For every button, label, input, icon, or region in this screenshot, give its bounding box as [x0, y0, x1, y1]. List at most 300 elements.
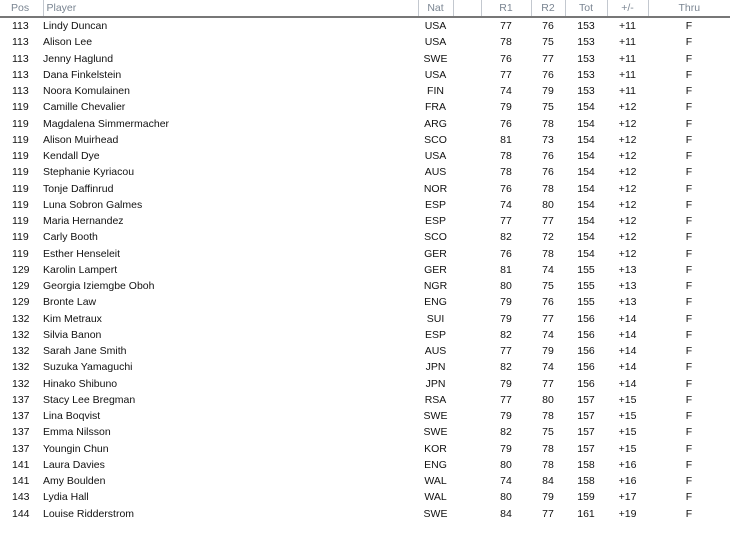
total-score: 157 [577, 410, 595, 423]
player-nationality: SCO [424, 133, 447, 146]
round-2-score: 78 [542, 182, 554, 195]
table-row[interactable] [0, 99, 730, 115]
table-row[interactable] [0, 376, 730, 392]
total-score: 153 [577, 20, 595, 33]
score-to-par: +11 [618, 20, 637, 33]
score-to-par: +12 [618, 133, 637, 146]
round-1-score: 80 [500, 491, 512, 504]
player-position: 113 [12, 20, 29, 33]
round-2-score: 76 [542, 20, 554, 33]
total-score: 159 [577, 491, 595, 504]
table-row[interactable] [0, 67, 730, 83]
table-row[interactable] [0, 83, 730, 99]
header-nat[interactable]: Nat [418, 0, 453, 17]
total-score: 154 [577, 198, 595, 211]
holes-thru: F [685, 410, 693, 423]
table-row[interactable] [0, 327, 730, 343]
round-2-score: 76 [542, 150, 554, 163]
player-name: Maria Hernandez [43, 215, 124, 228]
table-row[interactable] [0, 17, 730, 34]
total-score: 156 [577, 328, 595, 341]
player-nationality: GER [424, 247, 447, 260]
header-row [0, 0, 730, 17]
holes-thru: F [685, 280, 693, 293]
round-1-score: 74 [500, 85, 512, 98]
player-nationality: SWE [423, 410, 448, 423]
player-name: Tonje Daffinrud [43, 182, 114, 195]
total-score: 154 [577, 133, 595, 146]
blank-cell [453, 83, 481, 99]
table-row[interactable] [0, 148, 730, 164]
table-row[interactable] [0, 489, 730, 505]
player-nationality: SCO [424, 231, 447, 244]
player-name: Louise Ridderstrom [43, 507, 135, 520]
round-1-score: 84 [500, 507, 512, 520]
round-2-score: 75 [542, 426, 554, 439]
table-row[interactable] [0, 34, 730, 50]
blank-cell [453, 229, 481, 245]
total-score: 154 [577, 117, 595, 130]
player-position: 129 [12, 280, 30, 293]
holes-thru: F [685, 328, 693, 341]
player-name: Emma Nilsson [43, 426, 111, 439]
total-score: 156 [577, 377, 595, 390]
total-score: 154 [577, 101, 595, 114]
score-to-par: +17 [618, 491, 637, 504]
player-position: 119 [12, 231, 29, 244]
player-nationality: ESP [424, 328, 446, 341]
round-2-score: 75 [542, 36, 554, 49]
player-nationality: GER [424, 263, 447, 276]
player-nationality: FIN [427, 85, 444, 98]
round-2-score: 78 [542, 442, 554, 455]
player-position: 132 [12, 328, 30, 341]
round-1-score: 82 [500, 426, 512, 439]
score-to-par: +12 [618, 198, 637, 211]
player-position: 132 [12, 312, 30, 325]
player-name: Lina Boqvist [43, 410, 101, 423]
score-to-par: +11 [618, 52, 637, 65]
player-name: Amy Boulden [43, 475, 106, 488]
total-score: 155 [577, 296, 595, 309]
holes-thru: F [685, 182, 693, 195]
player-name: Jenny Haglund [43, 52, 114, 65]
round-1-score: 82 [500, 361, 512, 374]
header-r1[interactable]: R1 [481, 0, 531, 17]
player-nationality: SWE [423, 507, 448, 520]
blank-cell [453, 294, 481, 310]
player-nationality: SUI [426, 312, 445, 325]
holes-thru: F [685, 52, 693, 65]
total-score: 154 [577, 166, 595, 179]
round-1-score: 82 [500, 231, 512, 244]
score-to-par: +15 [618, 442, 637, 455]
score-to-par: +15 [618, 393, 637, 406]
round-2-score: 78 [542, 458, 554, 471]
holes-thru: F [685, 361, 693, 374]
round-2-score: 75 [542, 280, 554, 293]
table-row[interactable] [0, 229, 730, 245]
holes-thru: F [685, 20, 693, 33]
round-2-score: 74 [542, 263, 554, 276]
player-position: 113 [12, 36, 29, 49]
holes-thru: F [685, 312, 693, 325]
total-score: 156 [577, 345, 595, 358]
round-2-score: 77 [542, 52, 554, 65]
total-score: 154 [577, 182, 595, 195]
holes-thru: F [685, 133, 693, 146]
blank-cell [453, 132, 481, 148]
blank-cell [453, 246, 481, 262]
holes-thru: F [685, 150, 693, 163]
round-2-score: 84 [542, 475, 554, 488]
blank-cell [453, 213, 481, 229]
round-2-score: 76 [542, 68, 554, 81]
total-score: 153 [577, 68, 595, 81]
round-1-score: 77 [500, 68, 512, 81]
holes-thru: F [685, 507, 693, 520]
blank-cell [453, 441, 481, 457]
score-to-par: +12 [618, 117, 637, 130]
table-row[interactable] [0, 506, 730, 522]
round-2-score: 75 [542, 101, 554, 114]
player-name: Lindy Duncan [43, 20, 108, 33]
total-score: 157 [577, 426, 595, 439]
score-to-par: +14 [618, 361, 637, 374]
total-score: 161 [577, 507, 595, 520]
table-row[interactable] [0, 457, 730, 473]
player-name: Esther Henseleit [43, 247, 121, 260]
player-nationality: USA [424, 150, 447, 163]
table-row[interactable] [0, 132, 730, 148]
holes-thru: F [685, 345, 693, 358]
round-1-score: 78 [500, 150, 512, 163]
score-to-par: +12 [618, 150, 637, 163]
round-2-score: 77 [542, 312, 554, 325]
holes-thru: F [685, 491, 693, 504]
total-score: 158 [577, 475, 595, 488]
holes-thru: F [685, 377, 693, 390]
player-position: 119 [12, 182, 29, 195]
player-position: 119 [12, 247, 29, 260]
holes-thru: F [685, 117, 693, 130]
round-1-score: 81 [500, 263, 512, 276]
round-1-score: 79 [500, 377, 512, 390]
score-to-par: +11 [618, 85, 637, 98]
total-score: 153 [577, 85, 595, 98]
blank-cell [453, 116, 481, 132]
holes-thru: F [685, 263, 693, 276]
player-nationality: ESP [424, 215, 446, 228]
player-name: Stephanie Kyriacou [43, 166, 135, 179]
round-1-score: 77 [500, 20, 512, 33]
blank-cell [453, 489, 481, 505]
player-position: 132 [12, 361, 30, 374]
total-score: 156 [577, 312, 595, 325]
score-to-par: +13 [618, 296, 637, 309]
header-par[interactable]: +/- [607, 0, 648, 17]
blank-cell [453, 473, 481, 489]
blank-cell [453, 343, 481, 359]
holes-thru: F [685, 198, 693, 211]
blank-cell [453, 506, 481, 522]
header-pos[interactable]: Pos [0, 0, 43, 17]
player-name: Karolin Lampert [43, 263, 118, 276]
total-score: 153 [577, 52, 595, 65]
round-2-score: 78 [542, 247, 554, 260]
round-2-score: 80 [542, 393, 554, 406]
player-nationality: ARG [424, 117, 447, 130]
blank-cell [453, 51, 481, 67]
player-position: 119 [12, 198, 29, 211]
round-1-score: 77 [500, 393, 512, 406]
player-nationality: USA [424, 68, 447, 81]
player-name: Alison Lee [43, 36, 93, 49]
score-to-par: +12 [618, 101, 637, 114]
blank-cell [453, 34, 481, 50]
blank-cell [453, 17, 481, 34]
player-position: 119 [12, 166, 29, 179]
score-to-par: +11 [618, 68, 637, 81]
player-name: Sarah Jane Smith [43, 345, 127, 358]
round-2-score: 79 [542, 491, 554, 504]
table-row[interactable] [0, 116, 730, 132]
round-1-score: 79 [500, 101, 512, 114]
table-row[interactable] [0, 164, 730, 180]
player-position: 119 [12, 150, 29, 163]
player-position: 119 [12, 101, 29, 114]
round-2-score: 79 [542, 85, 554, 98]
holes-thru: F [685, 166, 693, 179]
table-row[interactable] [0, 181, 730, 197]
player-nationality: WAL [424, 491, 447, 504]
header-blank [453, 0, 481, 17]
table-row[interactable] [0, 213, 730, 229]
score-to-par: +12 [618, 231, 637, 244]
round-2-score: 79 [542, 345, 554, 358]
total-score: 155 [577, 263, 595, 276]
total-score: 154 [577, 215, 595, 228]
round-1-score: 81 [500, 133, 512, 146]
round-1-score: 79 [500, 296, 512, 309]
player-name: Suzuka Yamaguchi [43, 361, 133, 374]
player-name: Stacy Lee Bregman [43, 393, 136, 406]
table-row[interactable] [0, 262, 730, 278]
player-nationality: ENG [424, 296, 447, 309]
holes-thru: F [685, 296, 693, 309]
blank-cell [453, 376, 481, 392]
table-row[interactable] [0, 392, 730, 408]
score-to-par: +12 [618, 182, 637, 195]
score-to-par: +16 [618, 458, 637, 471]
round-2-score: 76 [542, 166, 554, 179]
round-1-score: 76 [500, 117, 512, 130]
total-score: 157 [577, 393, 595, 406]
player-position: 119 [12, 133, 29, 146]
table-row[interactable] [0, 343, 730, 359]
holes-thru: F [685, 426, 693, 439]
round-2-score: 77 [542, 377, 554, 390]
player-nationality: NGR [423, 280, 448, 293]
player-name: Silvia Banon [43, 328, 102, 341]
player-name: Alison Muirhead [43, 133, 119, 146]
holes-thru: F [685, 36, 693, 49]
score-to-par: +14 [618, 345, 637, 358]
player-position: 137 [12, 442, 30, 455]
header-player[interactable]: Player [43, 0, 418, 17]
round-2-score: 78 [542, 410, 554, 423]
holes-thru: F [685, 68, 693, 81]
table-row[interactable] [0, 278, 730, 294]
player-name: Luna Sobron Galmes [43, 198, 143, 211]
player-nationality: SWE [423, 426, 448, 439]
round-2-score: 78 [542, 117, 554, 130]
blank-cell [453, 457, 481, 473]
round-2-score: 74 [542, 361, 554, 374]
round-1-score: 80 [500, 458, 512, 471]
player-name: Noora Komulainen [43, 85, 130, 98]
player-position: 119 [12, 215, 29, 228]
header-r2[interactable]: R2 [531, 0, 565, 17]
player-name: Lydia Hall [43, 491, 89, 504]
table-row[interactable] [0, 311, 730, 327]
round-1-score: 78 [500, 166, 512, 179]
player-nationality: AUS [424, 345, 447, 358]
header-tot[interactable]: Tot [565, 0, 607, 17]
round-2-score: 77 [542, 507, 554, 520]
blank-cell [453, 408, 481, 424]
player-name: Kim Metraux [43, 312, 102, 325]
score-to-par: +15 [618, 410, 637, 423]
total-score: 153 [577, 36, 595, 49]
leaderboard-rows [0, 17, 730, 522]
player-nationality: WAL [424, 475, 447, 488]
holes-thru: F [685, 247, 693, 260]
player-nationality: RSA [424, 393, 447, 406]
player-position: 141 [12, 458, 30, 471]
round-1-score: 79 [500, 410, 512, 423]
player-nationality: USA [424, 20, 447, 33]
score-to-par: +14 [618, 328, 637, 341]
player-position: 143 [12, 491, 30, 504]
blank-cell [453, 392, 481, 408]
player-nationality: JPN [425, 377, 446, 390]
player-name: Carly Booth [43, 231, 98, 244]
player-position: 144 [12, 507, 30, 520]
player-position: 132 [12, 377, 30, 390]
player-name: Kendall Dye [43, 150, 100, 163]
table-row[interactable] [0, 51, 730, 67]
table-row[interactable] [0, 359, 730, 375]
player-position: 141 [12, 475, 30, 488]
blank-cell [453, 197, 481, 213]
round-1-score: 80 [500, 280, 512, 293]
total-score: 156 [577, 361, 595, 374]
blank-cell [453, 99, 481, 115]
blank-cell [453, 148, 481, 164]
holes-thru: F [685, 231, 693, 244]
player-nationality: USA [424, 36, 447, 49]
score-to-par: +19 [618, 507, 637, 520]
round-2-score: 80 [542, 198, 554, 211]
table-row[interactable] [0, 294, 730, 310]
total-score: 154 [577, 231, 595, 244]
player-position: 129 [12, 296, 30, 309]
score-to-par: +11 [618, 36, 637, 49]
player-name: Dana Finkelstein [43, 68, 122, 81]
player-name: Camille Chevalier [43, 101, 126, 114]
player-nationality: SWE [423, 52, 448, 65]
blank-cell [453, 278, 481, 294]
round-2-score: 76 [542, 296, 554, 309]
player-position: 137 [12, 410, 30, 423]
round-1-score: 76 [500, 247, 512, 260]
player-nationality: ENG [424, 458, 447, 471]
table-row[interactable] [0, 473, 730, 489]
round-1-score: 79 [500, 442, 512, 455]
round-1-score: 74 [500, 475, 512, 488]
total-score: 158 [577, 458, 595, 471]
table-row[interactable] [0, 197, 730, 213]
table-row[interactable] [0, 441, 730, 457]
score-to-par: +14 [618, 377, 637, 390]
player-name: Bronte Law [43, 296, 97, 309]
table-row[interactable] [0, 424, 730, 440]
round-1-score: 77 [500, 345, 512, 358]
player-nationality: KOR [424, 442, 447, 455]
round-1-score: 76 [500, 182, 512, 195]
score-to-par: +12 [618, 166, 637, 179]
total-score: 154 [577, 150, 595, 163]
holes-thru: F [685, 458, 693, 471]
round-1-score: 74 [500, 198, 512, 211]
total-score: 154 [577, 247, 595, 260]
player-name: Youngin Chun [43, 442, 109, 455]
score-to-par: +15 [618, 426, 637, 439]
holes-thru: F [685, 393, 693, 406]
round-2-score: 72 [542, 231, 554, 244]
player-name: Magdalena Simmermacher [43, 117, 170, 130]
round-2-score: 73 [542, 133, 554, 146]
header-thru[interactable]: Thru [648, 0, 730, 17]
round-2-score: 77 [542, 215, 554, 228]
player-nationality: JPN [425, 361, 446, 374]
blank-cell [453, 424, 481, 440]
player-nationality: AUS [424, 166, 447, 179]
blank-cell [453, 181, 481, 197]
player-position: 113 [12, 85, 29, 98]
blank-cell [453, 67, 481, 83]
player-nationality: ESP [424, 198, 446, 211]
holes-thru: F [685, 215, 693, 228]
table-row[interactable] [0, 408, 730, 424]
player-position: 137 [12, 426, 30, 439]
round-2-score: 74 [542, 328, 554, 341]
total-score: 157 [577, 442, 595, 455]
player-nationality: NOR [423, 182, 448, 195]
blank-cell [453, 327, 481, 343]
player-position: 113 [12, 68, 29, 81]
player-name: Laura Davies [43, 458, 105, 471]
holes-thru: F [685, 85, 693, 98]
player-position: 132 [12, 345, 30, 358]
table-row[interactable] [0, 246, 730, 262]
round-1-score: 82 [500, 328, 512, 341]
player-position: 113 [12, 52, 29, 65]
holes-thru: F [685, 475, 693, 488]
blank-cell [453, 262, 481, 278]
player-name: Hinako Shibuno [43, 377, 118, 390]
